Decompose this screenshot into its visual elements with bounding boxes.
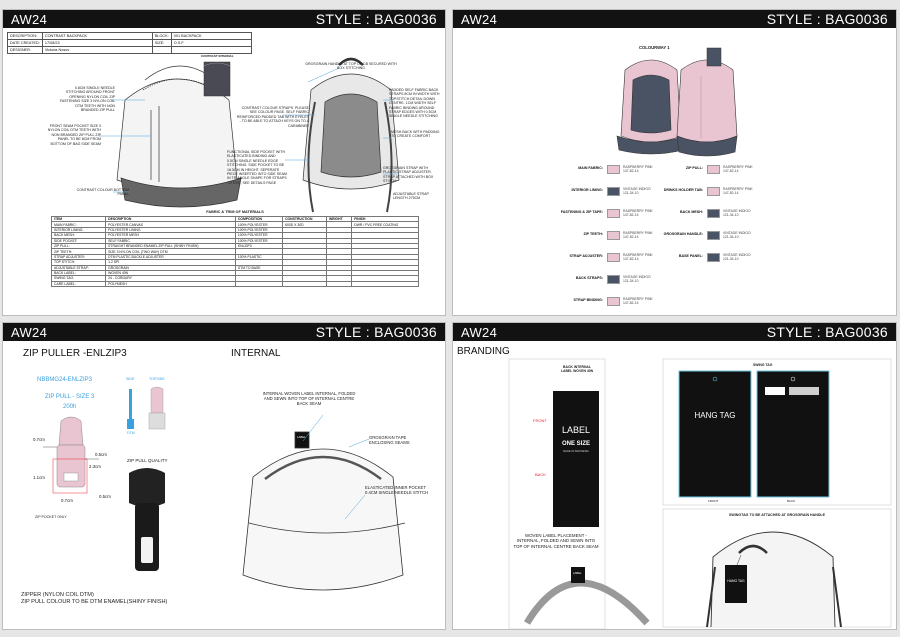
table-cell: 100% POLYESTER (235, 222, 282, 227)
colour-swatch (707, 187, 720, 196)
colour-item-value: RASPBERRY PINK 147-82-14 (623, 297, 653, 305)
colour-item-label: STRAP BINDING: (573, 298, 603, 302)
table-cell: ADJUSTABLE STRAP: (52, 265, 106, 270)
zip-topside-view (149, 387, 165, 429)
sheet-branding (452, 322, 897, 630)
season-label: AW24 (461, 324, 498, 340)
colourway-backpacks (453, 10, 897, 316)
season-label: AW24 (461, 11, 498, 27)
colour-swatch (607, 275, 620, 284)
placement-label-mini: LABEL (573, 571, 582, 575)
internal-title: INTERNAL (231, 348, 281, 359)
callout-bottom-panel: CONTRAST COLOUR BOTTOM PANEL (76, 188, 129, 197)
branding-title: BRANDING (457, 346, 510, 357)
callout-zip: 0.8CM SINGLE NEEDLE STITCHING AROUND FRONT OPENING NYLON COIL ZIP FASTENING SIZE 3 NYLON COIL DTM TEETH WITH NON BRANDED ZIP PULL (59, 86, 115, 113)
table-cell: 600D X 30D (283, 222, 327, 227)
hang-tag-small-text: HANG TAG (727, 579, 745, 583)
table-cell (327, 281, 352, 286)
colour-item-label: BASE PANEL: (678, 254, 703, 258)
table-cell: 100% POLYESTER (235, 227, 282, 232)
colour-swatch (707, 231, 720, 240)
colour-item-value: VINTAGE INDIGO 121-34-10 (723, 253, 751, 261)
colour-item-label: FASTENING & ZIP TAPE: (560, 210, 603, 214)
table-cell: ZIP TEETH: (52, 249, 106, 254)
swing-tag-back (757, 371, 829, 497)
colour-item-value: RASPBERRY PINK 147-82-14 (623, 231, 653, 239)
table-cell: SELF FABRIC (106, 238, 236, 243)
callout-mesh: MESH BACK WITH PADDING TO CREATE COMFORT (391, 130, 440, 139)
table-header: COMPOSITION (235, 217, 282, 222)
backpack-colourway-back (617, 60, 685, 154)
internal-label-mini: LABEL (297, 435, 306, 439)
table-cell: ZIP PULL: (52, 243, 106, 248)
table-cell: STM TO BASE (235, 265, 282, 270)
table-cell: SWING TAG: (52, 276, 106, 281)
style-label: STYLE : BAG0036 (315, 324, 437, 340)
hang-tag-text: HANG TAG (694, 411, 736, 420)
contrast-internal-swatch (204, 62, 230, 96)
callout-side-pocket: FUNCTIONAL SIDE POCKET WITH ELASTICATED BINDING AND 0.5CM SINGLE NEEDLE EDGE STITCHING. SIDE POCKET TO BE 18.5CM IN HEIGHT. SEPERATE PIECE INSERTED INTO SIDE SEAM IN TRIANGLE SHAPE FOR STRAPS TO EXIT, SEE DETAILS PAGE (227, 150, 287, 185)
woven-made-text: MADE IN INDONESIA (563, 450, 589, 453)
zip-quality-label: ZIP PULL QUALITY (127, 458, 168, 463)
callout-handle: GROSGRAIN HANDLE AT TOP OF CB SECURED WITH BOX STITCHING (305, 62, 397, 71)
zip-size-label: ZIP PULL - SIZE 3 (45, 394, 95, 400)
info-value: O.S.F (171, 40, 251, 47)
zip-code: NBBMG24-ENLZIP3 (37, 377, 93, 383)
info-value: 17/08/23 (42, 40, 152, 47)
table-header: DESCRIPTION (106, 217, 236, 222)
table-cell: DWR / PVC FREE COATING (352, 222, 419, 227)
colour-item-value: RASPBERRY PINK 147-82-14 (623, 209, 653, 217)
colourway-internal-swatch (707, 48, 721, 66)
table-row (52, 281, 419, 286)
colour-item-label: GROSGRAIN HANDLE: (663, 232, 703, 236)
zip-side-view (127, 389, 134, 429)
internal-tape-callout: GROSGRAIN TAPE ENCLOSING SEAMS (369, 435, 410, 445)
table-cell: DTM PLASTIC BUCKLE ADJUSTER (106, 254, 236, 259)
colour-swatch (707, 165, 720, 174)
colour-item-label: BACK MESH: (680, 210, 703, 214)
table-header: FINISH (352, 217, 419, 222)
zip-length-label: 200h (63, 404, 77, 410)
back-label-caption: BACK INTERNAL LABEL WOVEN 40N (560, 365, 594, 374)
colour-swatch (607, 187, 620, 196)
zip-puller-title: ZIP PULLER -ENLZIP3 (23, 348, 127, 359)
table-cell: 24 - CORDURY (106, 276, 236, 281)
callout-padded-straps: PADDED SELF FABRIC BACK STRAPS 8CM IN WIDTH WITH TOPSTITCH DETAIL DOWN CENTRE. 1CM WIDTH SELF FABRIC BINDING AROUND STRAP EDGES WITH 0.5CM SINGLE NEEDLE STITCHING (389, 88, 440, 119)
colour-item-label: BACK STRAPS: (575, 276, 603, 280)
colour-item-label: MAIN FABRIC: (578, 166, 603, 170)
zip-dim-4: 1.1cm (33, 475, 45, 480)
zip-dim-5: 0.5cm (99, 494, 111, 499)
table-cell: CARE LABEL: (52, 281, 106, 286)
colour-item-label: ZIP TEETH: (583, 232, 603, 236)
woven-label-text: LABEL (561, 425, 591, 435)
info-value: CONTRAST BACKPACK (42, 33, 152, 40)
colour-item-value: VINTAGE INDIGO 121-34-10 (723, 209, 751, 217)
contrast-internal-label: CONTRAST INTERNAL (201, 54, 234, 58)
swing-attach-caption: SWINGTAG TO BE ATTACHED AT GROSGRAIN HANDLE (728, 513, 826, 517)
table-cell: BACK MESH: (52, 233, 106, 238)
zip-pull-photo (129, 468, 165, 571)
zipper-note-1: ZIPPER (NYLON COIL DTM) (21, 592, 94, 598)
colour-swatch (707, 253, 720, 262)
sheet-technical-spec (2, 9, 446, 316)
colour-item-value: RASPBERRY PINK 147-82-14 (623, 253, 653, 261)
table-cell (235, 281, 282, 286)
table-cell: SIZE 3 NYLON COIL (TWO WAY) DTM (106, 249, 236, 254)
callout-grosgrain-strap: GROSGRAIN STRAP WITH PLASTIC STRAP ADJUSTER. STRAP ATTACHED WITH BOX STITCH (383, 166, 434, 184)
info-label: DESIGNER: (8, 47, 43, 54)
zip-topside-label: TOPSIDE (149, 377, 165, 381)
table-cell: WOVEN 40N (106, 270, 236, 275)
colour-item-value: RASPBERRY PINK 147-82-14 (723, 165, 753, 173)
style-label: STYLE : BAG0036 (766, 324, 888, 340)
table-header: CONSTRUCTION (283, 217, 327, 222)
table-cell: 100% PLASTIC (235, 254, 282, 259)
zip-dtm-label: DTM (127, 431, 135, 435)
materials-table-title: FABRIC & TRIM OF MATERIALS (206, 210, 264, 214)
colour-swatch (607, 253, 620, 262)
sheet-zip-internal (2, 322, 446, 630)
colour-swatch (707, 209, 720, 218)
zip-dim-6: 0.7cm (61, 498, 73, 503)
colour-swatch (607, 297, 620, 306)
info-label: SIZE: (152, 40, 171, 47)
woven-placement-sketch (527, 567, 647, 623)
table-cell: MAIN FABRIC: (52, 222, 106, 227)
internal-pocket-callout: ELASTICATED INNER POCKET 0.4CM SINGLE NEEDLE STITCH (365, 485, 429, 495)
colour-swatch (607, 165, 620, 174)
colourway-title: COLOURWAY 1 (639, 45, 670, 50)
table-cell: 1.2 SPI (106, 260, 236, 265)
callout-straps: CONTRAST COLOUR STRAPS. PLEASE SEE COLOUR PAGE. SELF FABRIC REINFORCED PADDED TAB WITH EYELET - TO BE ABLE TO ATTACH KEYS ON TO A CARABINER (236, 106, 309, 128)
table-header: ITEM (52, 217, 106, 222)
info-label: BLOCK: (152, 33, 171, 40)
table-cell: POLYESTER LINING (106, 227, 236, 232)
info-label: DESCRIPTION: (8, 33, 43, 40)
colour-item-label: ZIP PULL: (685, 166, 703, 170)
zip-pull-diagram (43, 417, 99, 493)
materials-table (51, 216, 419, 287)
woven-label-graphic (553, 391, 599, 527)
backpack-back-sketch (303, 59, 399, 212)
backpack-colourway-front (677, 60, 737, 156)
swing-back-caption: BACK (787, 499, 796, 503)
zip-dim-3: 2.3cm (89, 464, 101, 469)
season-label: AW24 (11, 324, 48, 340)
woven-size-text: ONE SIZE (561, 441, 590, 447)
materials-table-body (52, 222, 419, 287)
swing-front-caption: FRONT (708, 499, 719, 503)
info-label: DATE CREATED: (8, 40, 43, 47)
table-cell: 100% POLYESTER (235, 233, 282, 238)
colour-item-label: STRAP ADJUSTER: (569, 254, 603, 258)
colour-item-label: INTERIOR LINING: (571, 188, 603, 192)
zipper-note-2: ZIP PULL COLOUR TO BE DTM ENAMEL(SHINY FINISH) (21, 599, 168, 605)
table-cell: ENLZIP3 (235, 243, 282, 248)
zip-side-label: SIDE (126, 377, 135, 381)
table-cell: SIDE POCKET: (52, 238, 106, 243)
swing-tag-title: SWING TAG (753, 363, 773, 367)
table-cell: 100% POLYESTER (235, 238, 282, 243)
info-value: Victoria Nosov (42, 47, 152, 54)
table-cell: STRAIGHT BRANDED ENAMEL ZIP PULL (SHINY FINISH) (106, 243, 236, 248)
zip-dim-2: 0.5cm (95, 452, 107, 457)
swing-tag-front (679, 371, 751, 497)
zip-dim-1: 0.7cm (33, 437, 45, 442)
zip-internal-drawings (3, 323, 446, 630)
colour-item-value: RASPBERRY PINK 147-82-14 (623, 165, 653, 173)
callout-front-pocket: FRONT SEAM POCKET SIZE 3 NYLON COIL DTM TEETH WITH NON BRANDED ZIP PULL ZIP PANEL TO BE 8CM FROM BOTTOM OF BAG SIDE SEAM (47, 124, 101, 146)
table-cell: TOP STITCH: (52, 260, 106, 265)
table-cell: GROSGRAIN (106, 265, 236, 270)
table-cell: POLYMESH (106, 281, 236, 286)
table-header: WEIGHT (327, 217, 352, 222)
label-back-marker: BACK (535, 472, 546, 477)
info-value: 001 BACKPACK (171, 33, 251, 40)
branding-drawings (453, 323, 897, 630)
label-front-marker: FRONT (533, 418, 547, 423)
woven-placement-caption: WOVEN LABEL PLACEMENT - INTERNAL, FOLDED AND SEWN INTO TOP OF INTERNAL CENTRE BACK SEAM (513, 533, 599, 549)
colour-item-value: VINTAGE INDIGO 121-34-10 (623, 187, 651, 195)
table-cell (283, 281, 327, 286)
table-cell: POLYESTER CANVAS (106, 222, 236, 227)
style-label: STYLE : BAG0036 (766, 11, 888, 27)
season-label: AW24 (11, 11, 48, 27)
table-cell: BACK LABEL: (52, 270, 106, 275)
table-cell: STRAP ADJUSTER: (52, 254, 106, 259)
colour-swatch (607, 231, 620, 240)
callout-adjustable: ADJUSTABLE STRAP LENGTH 275CM (393, 192, 429, 201)
colour-item-value: RASPBERRY PINK 147-82-14 (723, 187, 753, 195)
colour-item-label: DRINKS HOLDER TAB: (663, 188, 703, 192)
sheet-colourway (452, 9, 897, 316)
colour-item-value: VINTAGE INDIGO 121-34-10 (623, 275, 651, 283)
table-cell: POLYESTER MESH (106, 233, 236, 238)
colour-item-value: VINTAGE INDIGO 121-34-10 (723, 231, 751, 239)
colour-swatch (607, 209, 620, 218)
internal-woven-callout: INTERNAL WOVEN LABEL INTERNAL, FOLDED AND SEWN INTO TOP OF INTERNAL CENTRE BACK SEAM (262, 391, 356, 406)
table-cell (352, 281, 419, 286)
style-label: STYLE : BAG0036 (315, 11, 437, 27)
table-cell: INTERIOR LINING: (52, 227, 106, 232)
zip-pocket-only: ZIP POCKET ONLY (35, 515, 67, 519)
